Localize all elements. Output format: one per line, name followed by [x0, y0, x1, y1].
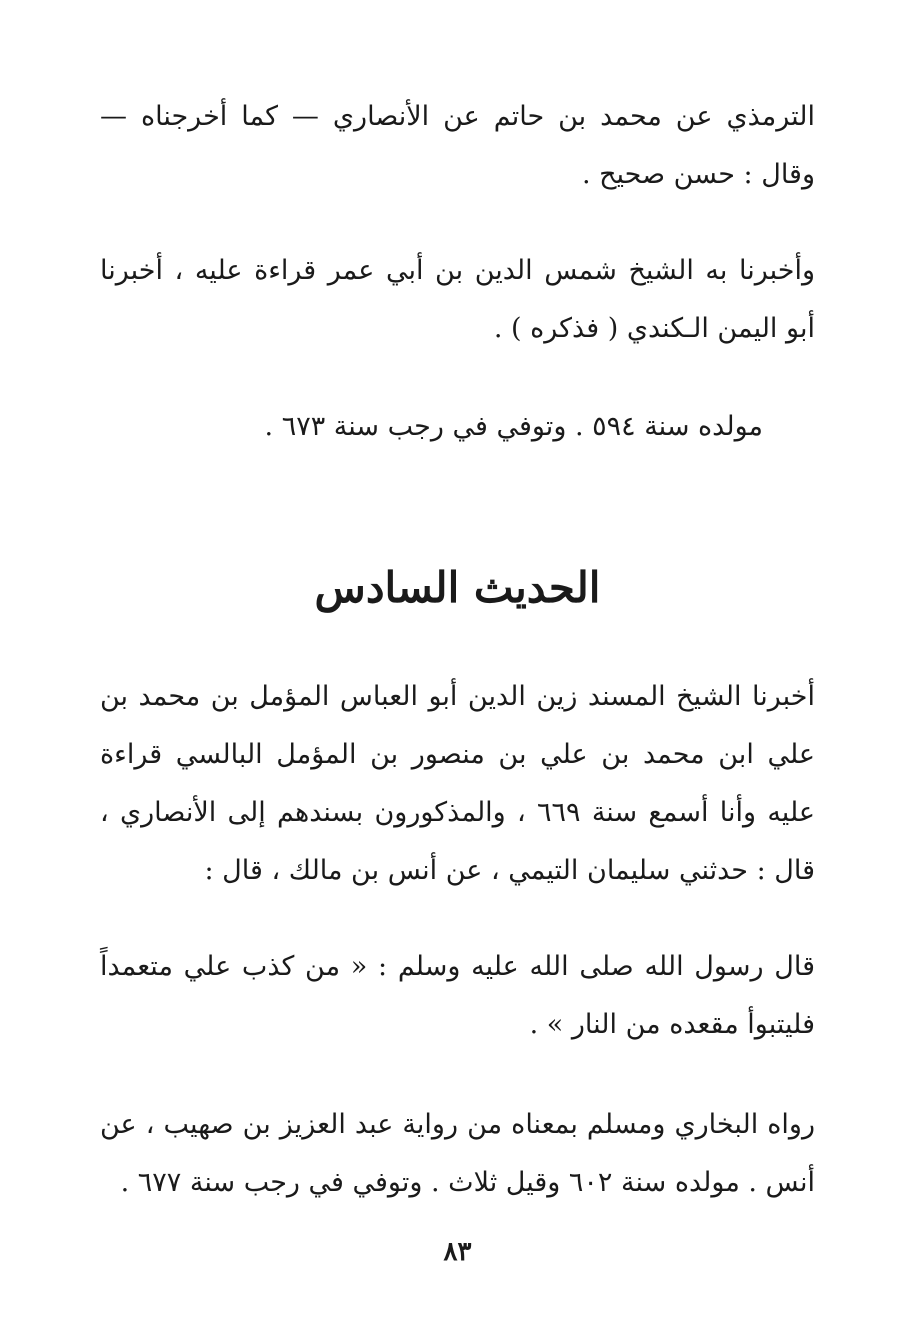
- paragraph-ibn-abi-umar-chain: وأخبرنا به الشيخ شمس الدين بن أبي عمر قراءة عليه ، أخبرنا أبو اليمن الـكندي ( فذكره ) .: [100, 255, 815, 344]
- page-number: ٨٣: [443, 1237, 472, 1267]
- paragraph-hadith-text: قال رسول الله صلى الله عليه وسلم : « من كذب علي متعمداً فليتبوأ مقعده من النار » .: [100, 951, 815, 1040]
- paragraph-takhrij: رواه البخاري ومسلم بمعناه من رواية عبد العزيز بن صهيب ، عن أنس . مولده سنة ٦٠٢ وقيل ثلاث . وتوفي في رجب سنة ٦٧٧ .: [100, 1109, 815, 1198]
- paragraph-tirmidhi-ruling: الترمذي عن محمد بن حاتم عن الأنصاري — كما أخرجناه — وقال : حسن صحيح .: [100, 101, 815, 190]
- paragraph-isnad-chain: أخبرنا الشيخ المسند زين الدين أبو العباس المؤمل بن محمد بن علي ابن محمد بن علي بن منصور بن المؤمل البالسي قراءة عليه وأنا أسمع سنة ٦٦٩ ، والمذكورون بسندهم إلى الأنصاري ، قال : حدثني سليمان التيمي ، عن أنس بن مالك ، قال :: [100, 681, 815, 886]
- paragraph-birth-death-1: مولده سنة ٥٩٤ . وتوفي في رجب سنة ٦٧٣ .: [264, 411, 763, 442]
- section-heading: الحديث السادس: [314, 563, 601, 612]
